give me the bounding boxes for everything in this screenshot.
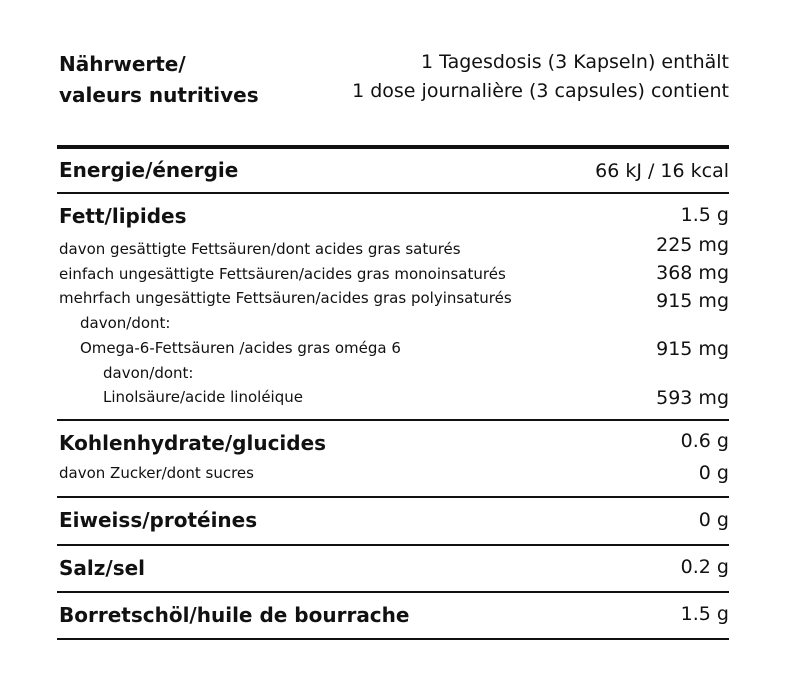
borage-oil-label: Borretschöl/huile de bourrache [59,603,410,627]
divider [57,496,729,498]
polyunsaturated-fat-value: 915 mg [656,290,729,312]
energy-value: 66 kJ / 16 kcal [595,160,729,182]
linoleic-acid-label: Linolsäure/acide linoléique [103,388,303,406]
table-title-line2: valeurs nutritives [59,83,259,107]
salt-label: Salz/sel [59,556,146,580]
fat-label: Fett/lipides [59,204,187,228]
fat-value: 1.5 g [680,204,729,226]
protein-label: Eiweiss/protéines [59,508,258,532]
carbohydrates-value: 0.6 g [680,430,729,452]
linoleic-acid-value: 593 mg [656,387,729,409]
monounsaturated-fat-value: 368 mg [656,262,729,284]
bottom-divider [57,638,729,640]
table-title-line1: Nährwerte/ [59,52,186,76]
omega6-label: Omega-6-Fettsäuren /acides gras oméga 6 [80,339,401,357]
sugars-value: 0 g [698,462,729,484]
saturated-fat-label: davon gesättigte Fettsäuren/dont acides gras saturés [59,240,461,258]
divider [57,591,729,593]
divider [57,192,729,194]
header-divider [57,145,729,149]
protein-value: 0 g [698,509,729,531]
sugars-label: davon Zucker/dont sucres [59,464,254,482]
of-which-label: davon/dont: [80,314,171,332]
energy-label: Energie/énergie [59,158,239,182]
divider [57,544,729,546]
polyunsaturated-fat-label: mehrfach ungesättigte Fettsäuren/acides gras polyinsaturés [59,289,512,307]
serving-size-line1: 1 Tagesdosis (3 Kapseln) enthält [420,51,729,73]
omega6-value: 915 mg [656,338,729,360]
of-which-label: davon/dont: [103,364,194,382]
monounsaturated-fat-label: einfach ungesättigte Fettsäuren/acides gras monoinsaturés [59,265,506,283]
borage-oil-value: 1.5 g [680,603,729,625]
salt-value: 0.2 g [680,556,729,578]
serving-size-line2: 1 dose journalière (3 capsules) contient [352,80,729,102]
divider [57,419,729,421]
carbohydrates-label: Kohlenhydrate/glucides [59,431,327,455]
saturated-fat-value: 225 mg [656,234,729,256]
